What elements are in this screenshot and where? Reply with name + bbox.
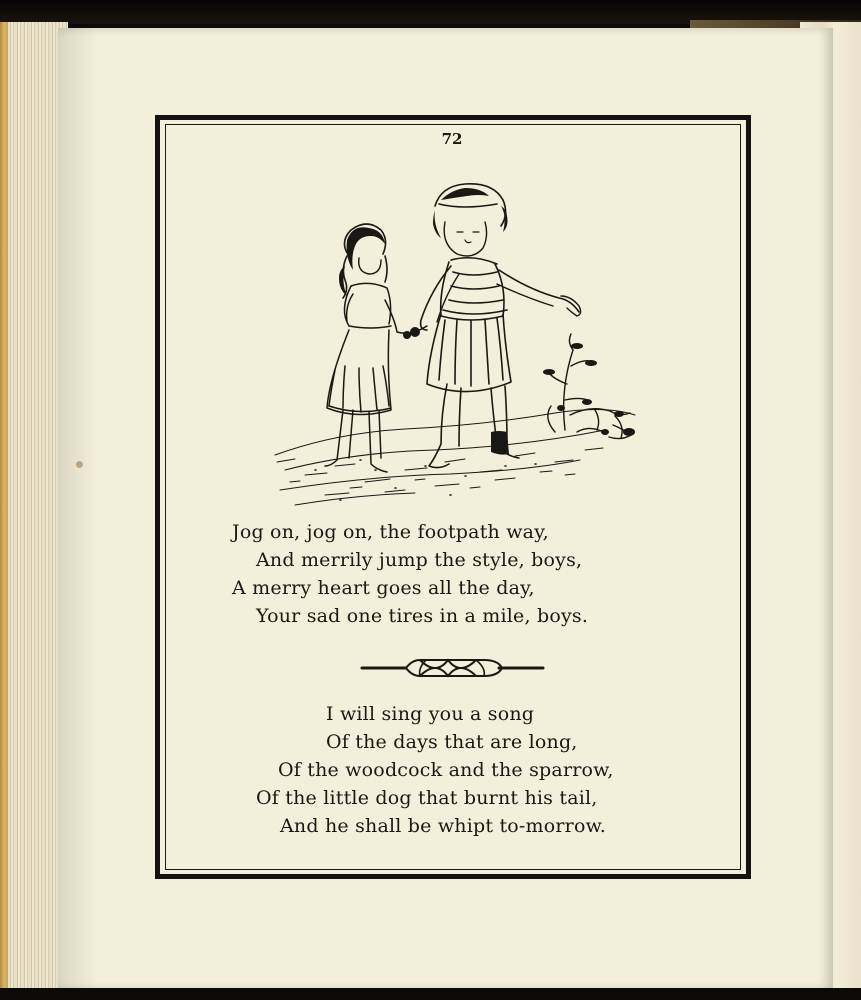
- page-gutter-shadow: [58, 28, 98, 990]
- knot-divider-ornament: [360, 655, 545, 681]
- verse-2-line-5: And he shall be whipt to-morrow.: [280, 815, 607, 837]
- verse-1-line-3: A merry heart goes all the day,: [232, 577, 535, 599]
- gilt-page-edge: [0, 22, 8, 990]
- two-children-illustration: [265, 170, 650, 515]
- photo-bottom-edge: [0, 988, 861, 1000]
- verse-1-line-4: Your sad one tires in a mile, boys.: [256, 605, 589, 627]
- verse-2-line-4: Of the little dog that burnt his tail,: [256, 787, 598, 809]
- paper-spot: [76, 461, 83, 468]
- verse-1-line-1: Jog on, jog on, the footpath way,: [232, 521, 549, 543]
- page-number: 72: [441, 130, 463, 148]
- verse-2-line-1: I will sing you a song: [326, 703, 535, 725]
- verse-2-line-3: Of the woodcock and the sparrow,: [278, 759, 614, 781]
- verse-1-line-2: And merrily jump the style, boys,: [256, 549, 583, 571]
- verse-2-line-2: Of the days that are long,: [326, 731, 578, 753]
